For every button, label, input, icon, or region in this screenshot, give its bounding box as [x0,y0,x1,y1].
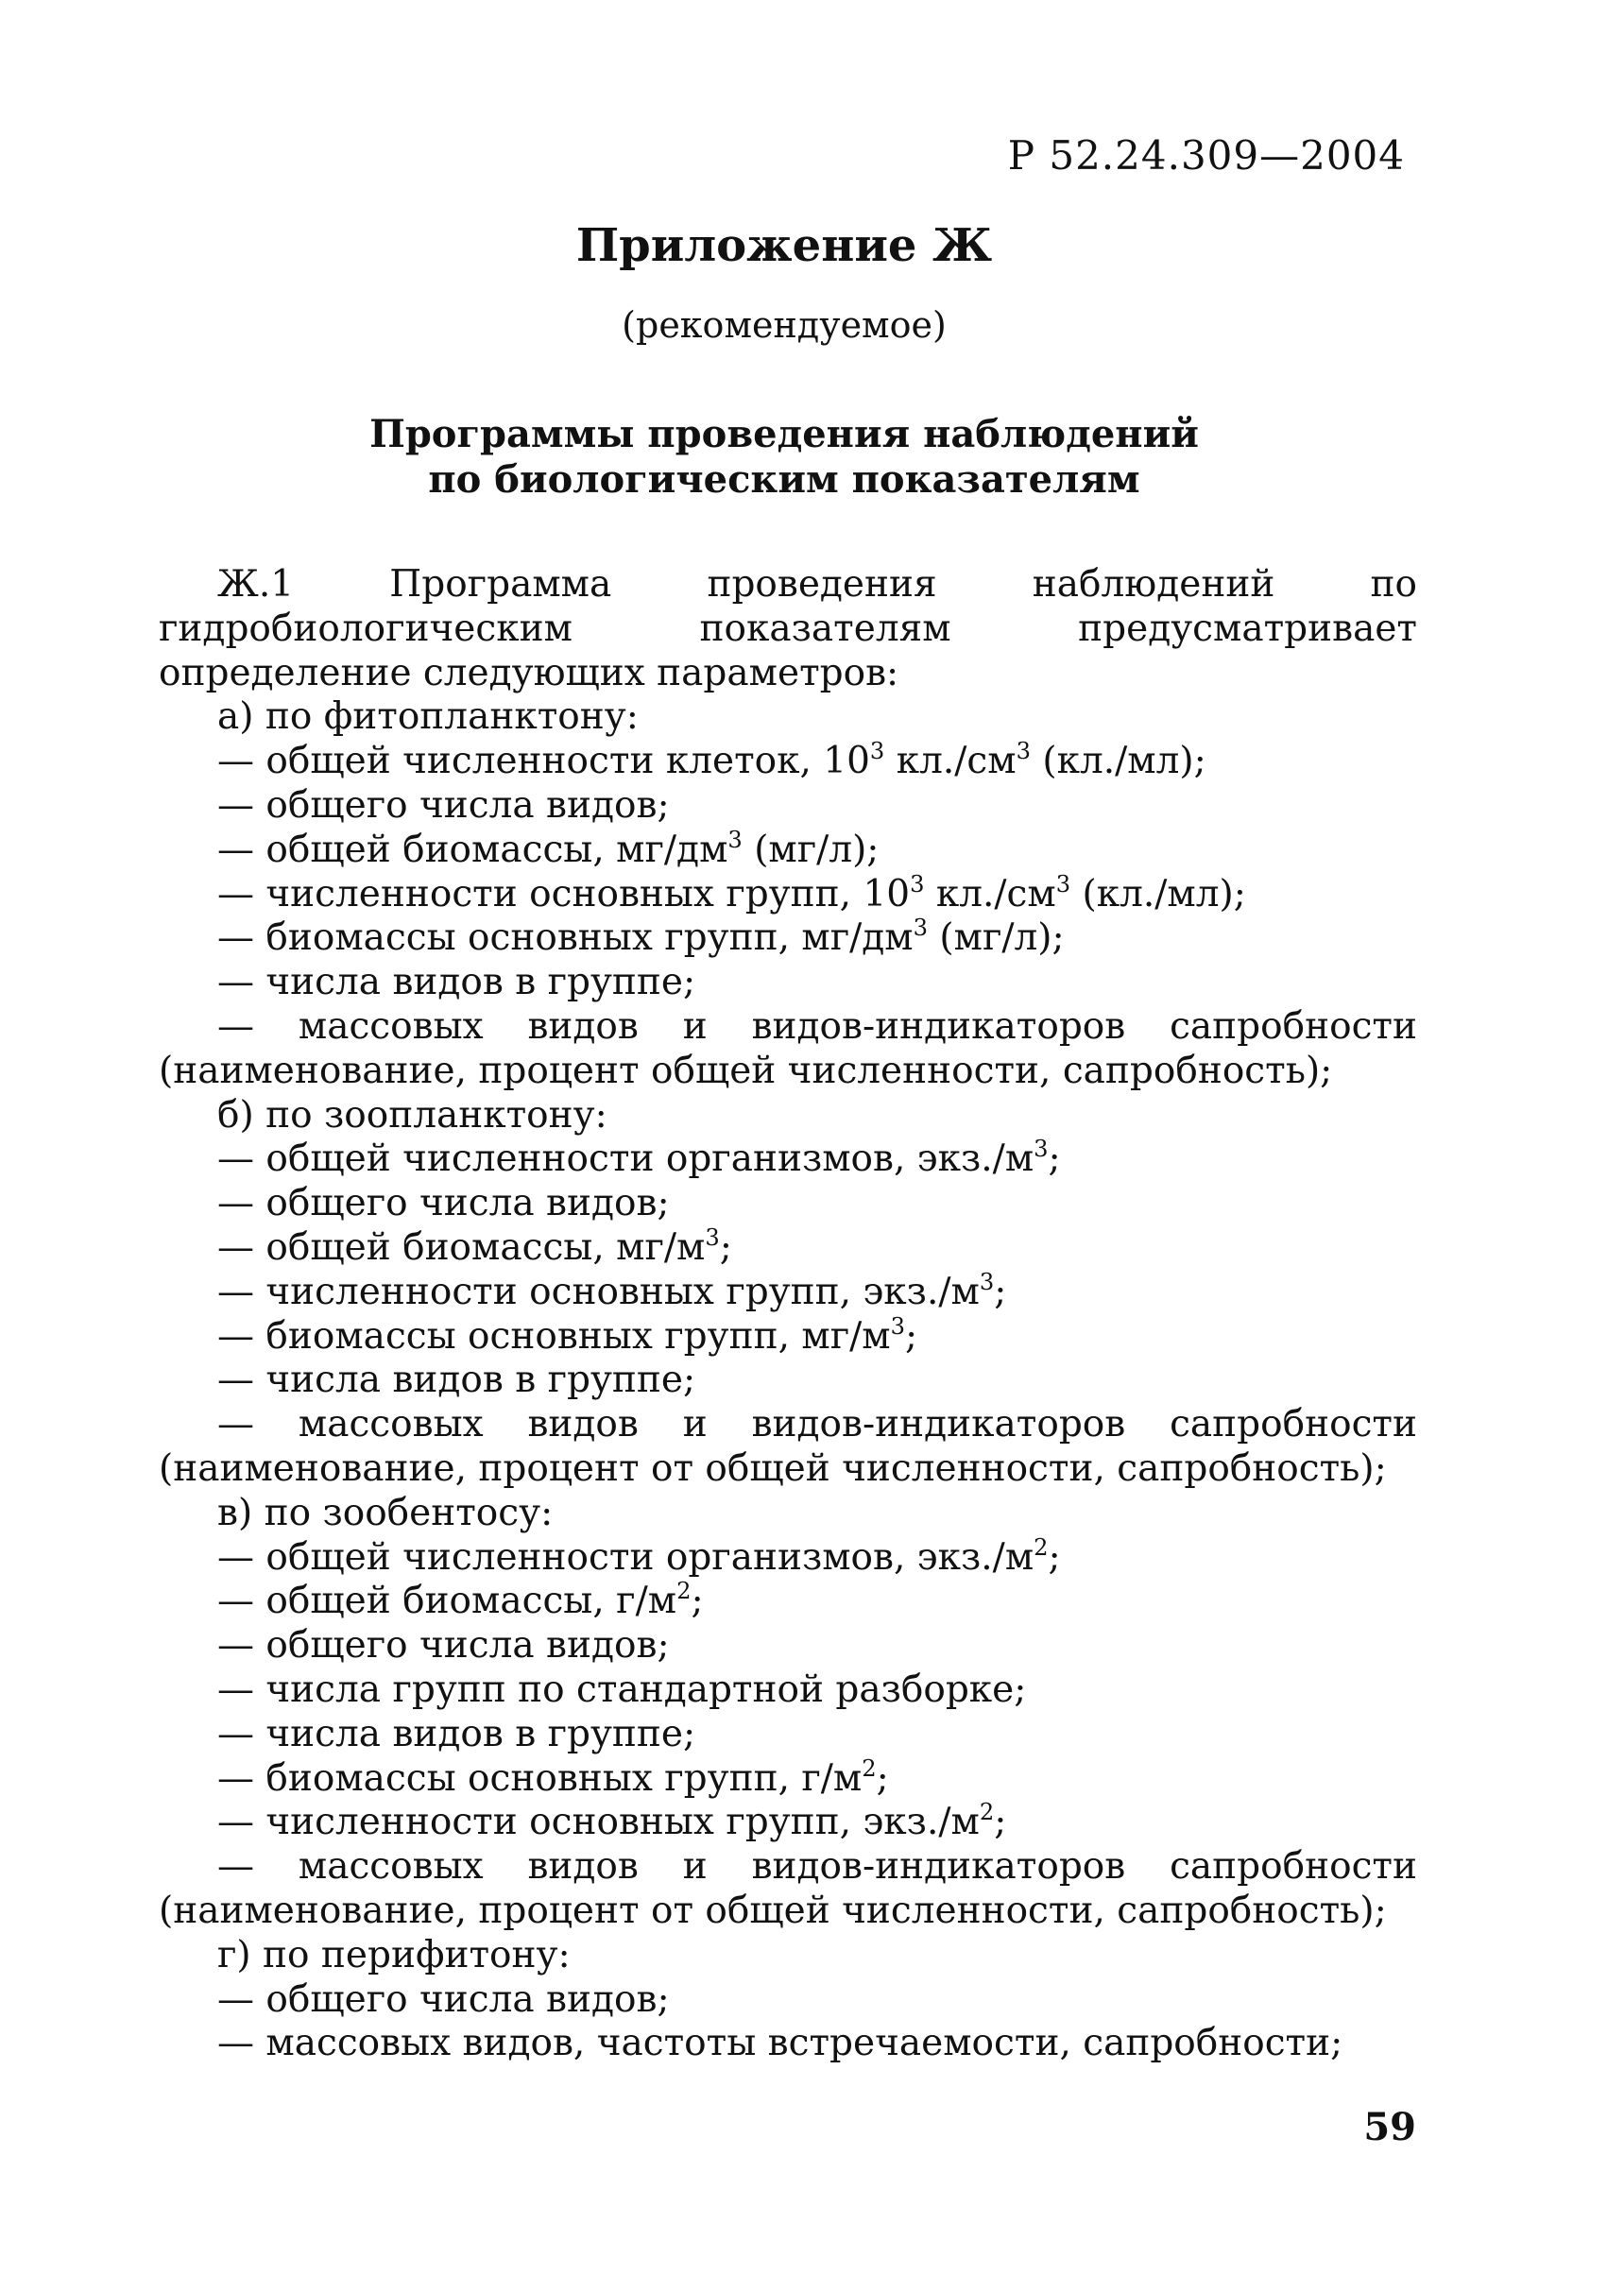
list-item-text: — общего числа видов; [217,1182,670,1225]
list-item [159,1359,1417,1403]
list-item-zoobenthos-long: — массовых видов и видов-индикаторов сапробности (наименование, процент от общей численности, сапробность); [159,1845,1417,1932]
list-item [159,2022,1417,2066]
section-title [0,412,1568,503]
superscript: 3 [1055,870,1071,898]
list-item-text: — общей биомассы, мг/м [217,1225,706,1269]
list-item-text: (кл./мл); [1030,740,1206,783]
section-title-line-1: Программы проведения наблюдений [369,412,1199,456]
list-item-text: — общей биомассы, мг/дм [217,828,728,871]
list-item [159,870,1417,917]
list-item-text: — общего числа видов; [217,783,670,827]
list-item-text: ; [1048,1535,1061,1579]
list-item [159,1624,1417,1668]
list-item-text: (кл./мл); [1070,872,1246,915]
superscript: 3 [1016,738,1031,765]
superscript: 3 [705,1223,720,1251]
appendix-subtitle: (рекомендуемое) [622,304,947,346]
list-item [159,740,1417,784]
list-item-text: — общей биомассы, г/м [217,1580,677,1623]
document-body [159,563,1417,2066]
list-phytoplankton [159,740,1417,1005]
list-item-text: ; [719,1225,732,1269]
list-item [159,1668,1417,1713]
list-zoobenthos [159,1533,1417,1846]
superscript: 3 [913,915,929,942]
list-item-text: — числа групп по стандартной разборке; [217,1668,1027,1711]
superscript: 3 [869,738,885,765]
intro-paragraph: Ж.1 Программа проведения наблюдений по гидробиологическим показателям предусматривает определение следующих параметров: [159,563,1417,694]
list-item-text: ; [994,1270,1007,1313]
list-periphyton [159,1978,1417,2067]
list-item [159,1713,1417,1757]
section-title-line-2: по биологическим показателям [428,457,1140,502]
list-item-text: ; [691,1580,704,1623]
list-item [159,916,1417,961]
list-item-text: — биомассы основных групп, мг/дм [217,916,914,960]
list-item-text: — численности основных групп, экз./м [217,1270,980,1313]
list-item-text: — общего числа видов; [217,1977,670,2021]
list-item-text: — биомассы основных групп, мг/м [217,1314,891,1358]
list-item-text: (мг/л); [928,916,1065,960]
superscript: 3 [1034,1136,1049,1163]
list-item-text: ; [1048,1138,1061,1181]
list-item [159,1138,1417,1182]
list-heading-phytoplankton: а) по фитопланктону: [217,695,639,739]
list-item-text: — численности основных групп, экз./м [217,1801,980,1844]
list-item [159,1182,1417,1226]
superscript: 2 [676,1578,692,1605]
list-item-text: — общей численности организмов, экз./м [217,1535,1034,1579]
list-item-text: (мг/л); [742,828,880,871]
list-item-text: — общей численности клеток, 10 [217,740,870,783]
list-item [159,961,1417,1005]
list-item [159,1801,1417,1845]
list-item-zoo-long: — массовых видов и видов-индикаторов сапробности (наименование, процент от общей численности, сапробность); [159,1403,1417,1490]
list-item-text: ; [905,1314,918,1358]
list-item-text: — массовых видов, частоты встречаемости, сапробности; [217,2022,1343,2065]
list-item [159,1268,1417,1315]
list-item [159,1978,1417,2023]
superscript: 3 [910,870,925,898]
document-code: Р 52.24.309—2004 [1007,132,1405,179]
list-heading-zooplankton: б) по зоопланктону: [217,1093,607,1137]
superscript: 3 [727,826,743,853]
list-item-text: — биомассы основных групп, г/м [217,1756,863,1800]
list-item-text: — численности основных групп, 10 [217,872,911,915]
list-item-text: ; [994,1801,1007,1844]
list-item [159,826,1417,873]
list-heading-zoobenthos: в) по зообентосу: [217,1491,554,1534]
superscript: 3 [890,1312,905,1340]
list-item [159,784,1417,829]
superscript: 2 [862,1754,877,1782]
superscript: 2 [1034,1533,1049,1561]
list-item-phyto-long: — массовых видов и видов-индикаторов сапробности (наименование, процент общей численности, сапробность); [159,1004,1417,1092]
list-item-text: — общей численности организмов, экз./м [217,1138,1034,1181]
list-item [159,1754,1417,1802]
list-item-text: — числа видов в группе; [217,1712,696,1755]
page-number: 59 [1363,2105,1416,2149]
list-item [159,1580,1417,1624]
superscript: 2 [979,1799,995,1826]
appendix-title: Приложение Ж [575,219,993,272]
list-heading-periphyton: г) по перифитону: [217,1933,571,1976]
list-item [159,1312,1417,1360]
list-zooplankton [159,1138,1417,1403]
list-item-text: — числа видов в группе; [217,1359,696,1402]
list-item-text: — общего числа видов; [217,1624,670,1668]
list-item-text: кл./см [924,872,1056,915]
list-item [159,1223,1417,1271]
list-item-text: кл./см [884,740,1017,783]
list-item-text: — числа видов в группе; [217,961,696,1004]
list-item-text: ; [876,1756,889,1800]
list-item [159,1533,1417,1581]
superscript: 3 [979,1268,995,1295]
